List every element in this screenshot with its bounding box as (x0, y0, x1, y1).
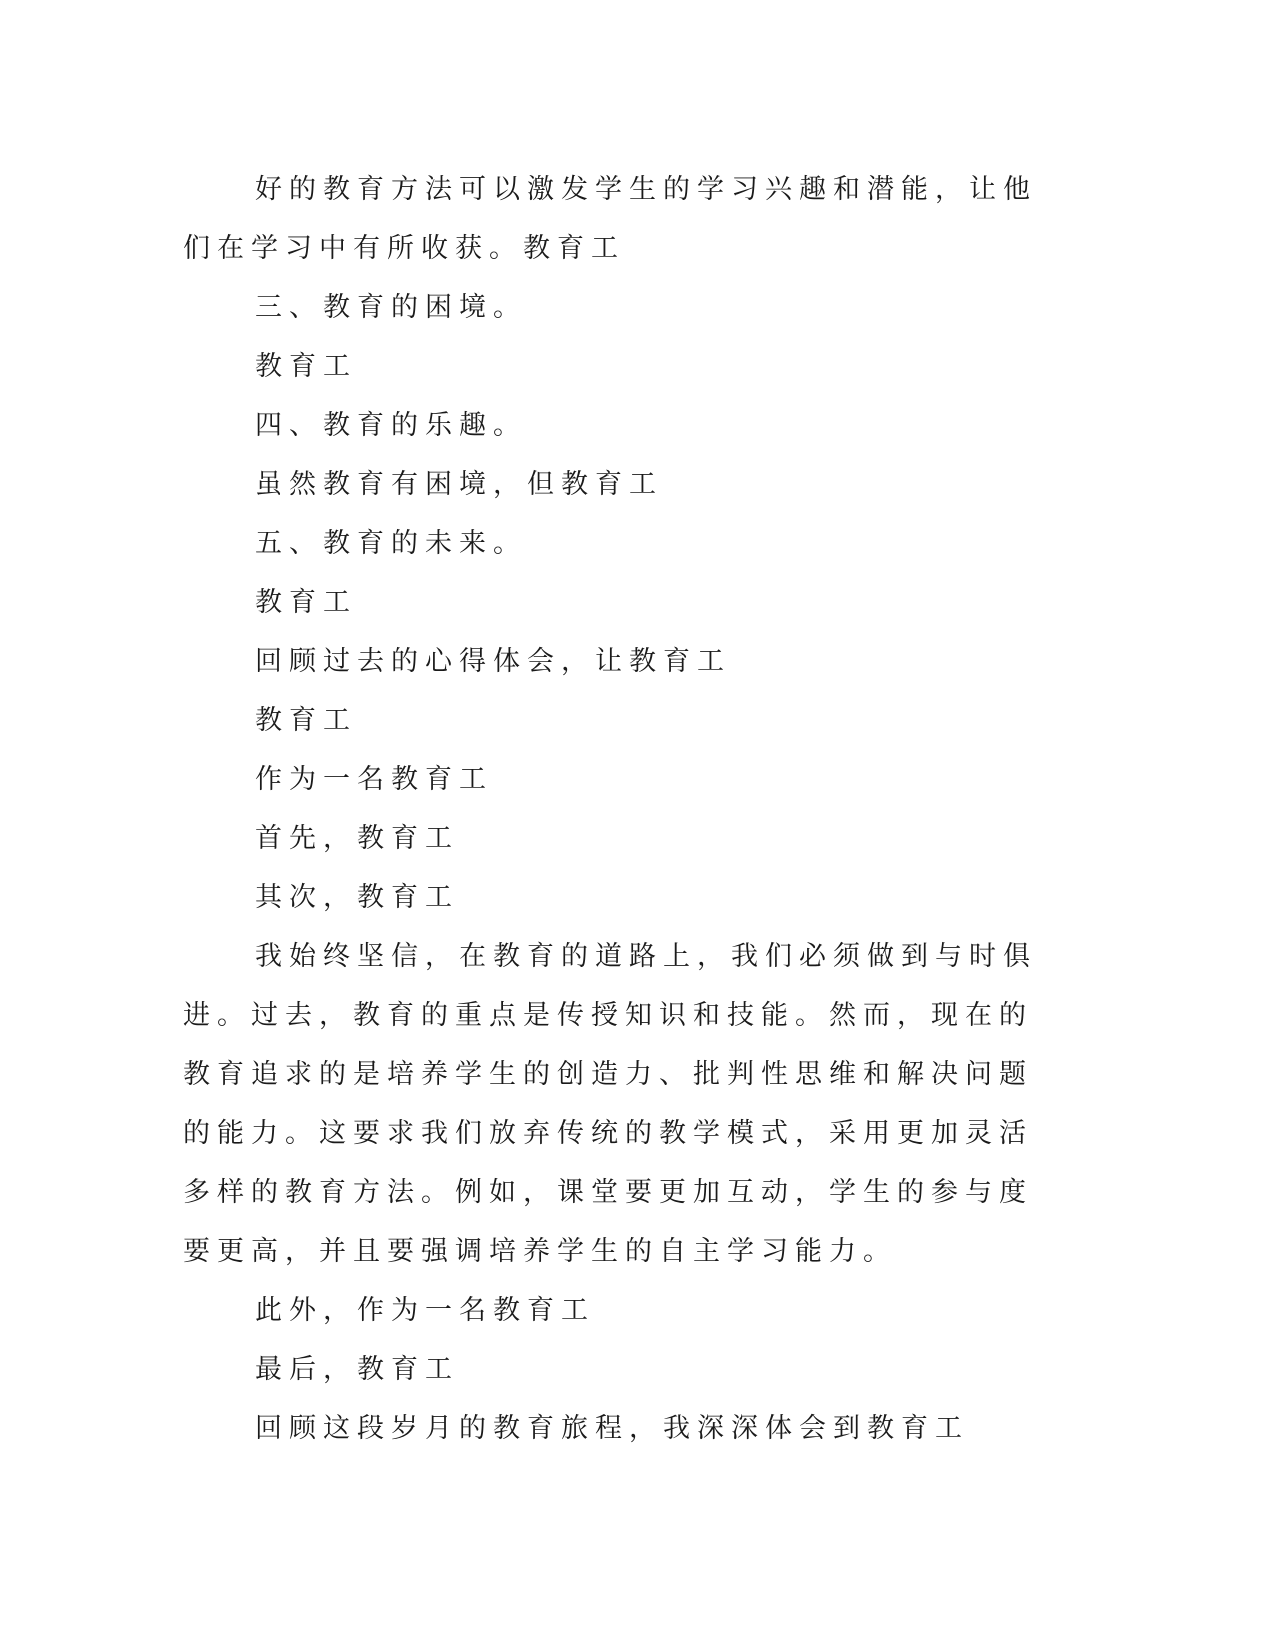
document-body (183, 160, 1043, 1458)
paragraph: 首先，教育工 (255, 823, 459, 854)
section-heading: 五、教育的未来。 (255, 528, 527, 559)
paragraph: 回顾过去的心得体会，让教育工 (255, 646, 731, 677)
paragraph: 教育工 (255, 587, 357, 618)
paragraph: 最后，教育工 (255, 1354, 459, 1385)
section-heading: 三、教育的困境。 (255, 292, 527, 323)
paragraph: 虽然教育有困境，但教育工 (255, 469, 663, 500)
paragraph: 我始终坚信，在教育的道路上，我们必须做到与时俱进。过去，教育的重点是传授知识和技能。然而，现在的教育追求的是培养学生的创造力、批判性思维和解决问题的能力。这要求我们放弃传统的教学模式，采用更加灵活多样的教育方法。例如，课堂要更加互动，学生的参与度要更高，并且要强调培养学生的自主学习能力。 (183, 941, 1037, 1267)
paragraph: 教育工 (255, 705, 357, 736)
paragraph: 回顾这段岁月的教育旅程，我深深体会到教育工 (255, 1413, 969, 1444)
paragraph: 其次，教育工 (255, 882, 459, 913)
paragraph: 教育工 (255, 351, 357, 382)
paragraph: 作为一名教育工 (255, 764, 493, 795)
paragraph: 此外，作为一名教育工 (255, 1295, 595, 1326)
section-heading: 四、教育的乐趣。 (255, 410, 527, 441)
paragraph: 好的教育方法可以激发学生的学习兴趣和潜能，让他们在学习中有所收获。教育工 (183, 174, 1037, 264)
